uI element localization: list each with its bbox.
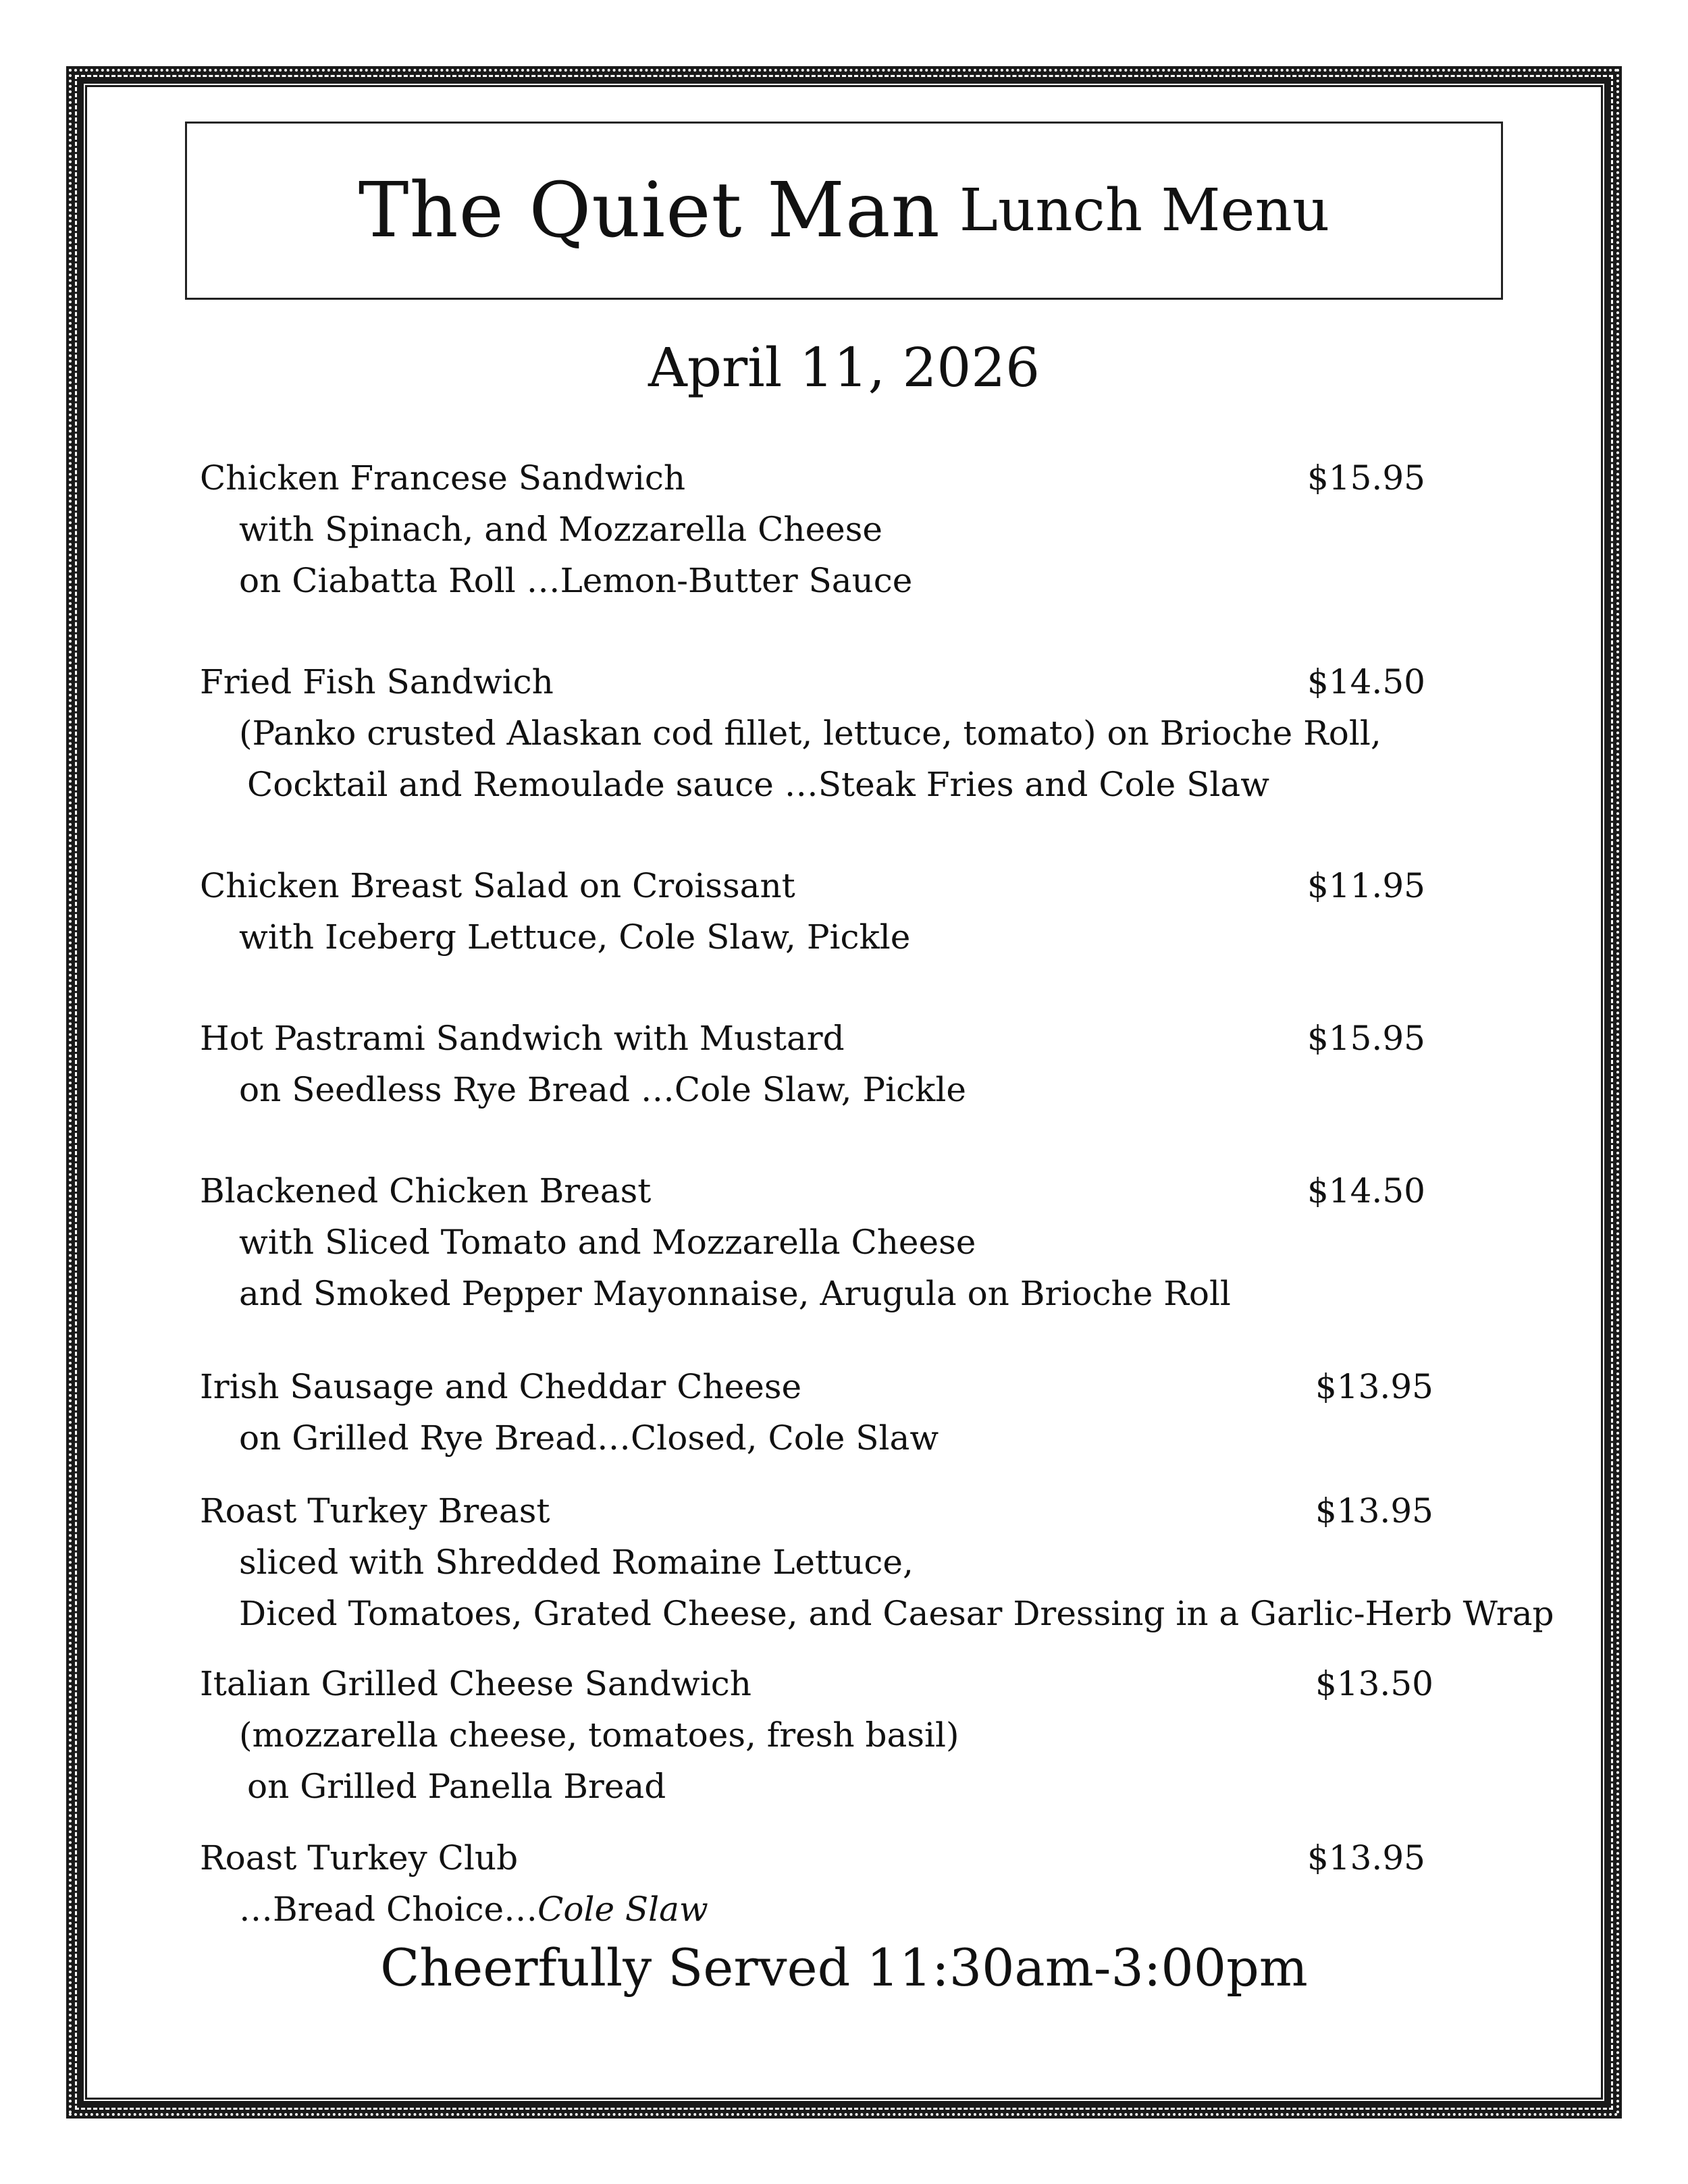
menu-item [200, 1658, 1433, 1812]
item-description-prefix: …Bread Choice… [239, 1890, 538, 1929]
menu-item [200, 860, 1425, 963]
item-price: $14.50 [1307, 662, 1425, 701]
item-name: Roast Turkey Club [200, 1838, 519, 1877]
item-name: Roast Turkey Breast [200, 1491, 550, 1530]
item-description-line [200, 1884, 1415, 1935]
item-price: $11.95 [1307, 866, 1425, 905]
title-box [185, 122, 1503, 300]
menu-item [200, 1361, 1433, 1464]
item-price: $15.95 [1307, 1019, 1425, 1058]
item-price: $14.50 [1307, 1171, 1425, 1210]
item-price: $13.95 [1307, 1838, 1425, 1877]
item-name: Blackened Chicken Breast [200, 1171, 652, 1210]
item-description-line: with Sliced Tomato and Mozzarella Cheese [239, 1223, 976, 1262]
item-price: $15.95 [1307, 458, 1425, 498]
item-description-line: and Smoked Pepper Mayonnaise, Arugula on Brioche Roll [239, 1274, 1231, 1313]
item-description-line: (mozzarella cheese, tomatoes, fresh basil) [239, 1715, 959, 1755]
item-description-line: on Seedless Rye Bread …Cole Slaw, Pickle [239, 1070, 966, 1109]
item-description-line: with Iceberg Lettuce, Cole Slaw, Pickle [239, 917, 911, 957]
menu-item [200, 1165, 1425, 1319]
item-price: $13.95 [1315, 1491, 1433, 1530]
item-description-line: sliced with Shredded Romaine Lettuce, [239, 1543, 914, 1582]
menu-item [200, 1485, 1554, 1639]
item-description-line: on Ciabatta Roll …Lemon-Butter Sauce [239, 561, 913, 600]
item-name: Fried Fish Sandwich [200, 662, 554, 701]
item-name: Italian Grilled Cheese Sandwich [200, 1664, 751, 1703]
item-name: Irish Sausage and Cheddar Cheese [200, 1367, 802, 1406]
item-name: Chicken Breast Salad on Croissant [200, 866, 795, 905]
item-description-line: on Grilled Rye Bread…Closed, Cole Slaw [239, 1418, 939, 1458]
item-name: Hot Pastrami Sandwich with Mustard [200, 1019, 845, 1058]
item-description-line: Diced Tomatoes, Grated Cheese, and Caesar Dressing in a Garlic-Herb Wrap [239, 1594, 1554, 1633]
menu-subtitle: Lunch Menu [959, 177, 1330, 244]
item-description-line: with Spinach, and Mozzarella Cheese [239, 510, 883, 549]
item-description-line: (Panko crusted Alaskan cod fillet, lettuce, tomato) on Brioche Roll, [239, 714, 1381, 753]
item-name: Chicken Francese Sandwich [200, 458, 686, 498]
item-price: $13.50 [1315, 1664, 1433, 1703]
item-price: $13.95 [1315, 1367, 1433, 1406]
menu-item [200, 1013, 1425, 1115]
item-description-line: Cocktail and Remoulade sauce …Steak Fries and Cole Slaw [247, 765, 1270, 804]
restaurant-name: The Quiet Man [358, 167, 941, 255]
item-description-line: on Grilled Panella Bread [247, 1767, 666, 1806]
item-description-italic: Cole Slaw [537, 1890, 708, 1929]
menu-item [200, 452, 1425, 606]
serving-hours: Cheerfully Served 11:30am-3:00pm [380, 1938, 1308, 1998]
menu-date: April 11, 2026 [648, 336, 1040, 399]
menu-item [200, 1832, 1425, 1935]
menu-item [200, 656, 1425, 810]
